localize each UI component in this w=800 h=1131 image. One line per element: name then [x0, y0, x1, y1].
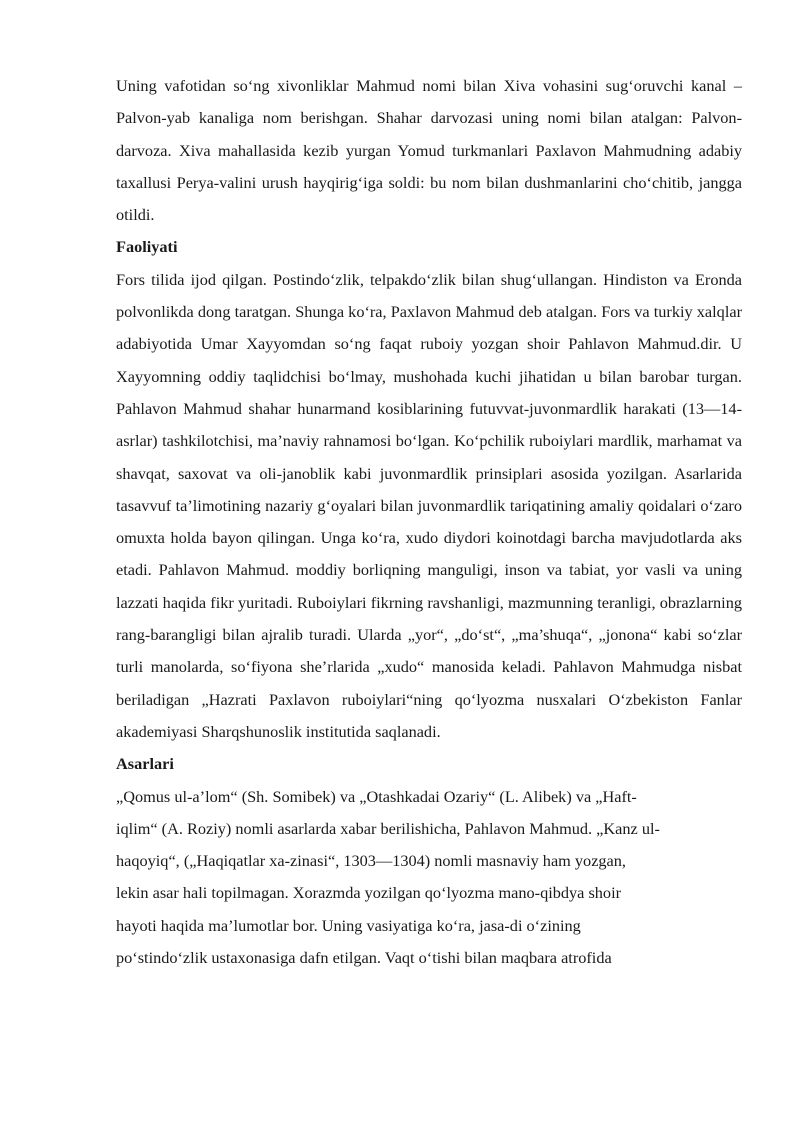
- document-page: [116, 70, 742, 974]
- asarlari-line: hayoti haqida ma’lumotlar bor. Uning vasiyatiga ko‘ra, jasa-di o‘zining: [116, 915, 581, 935]
- intro-paragraph: Uning vafotidan so‘ng xivonliklar Mahmud nomi bilan Xiva vohasini sug‘oruvchi kanal – Palvon-yab kanaliga nom berishgan. Shahar darvozasi uning nomi bilan atalgan: Palvon-darvoza. Xiva mahallasida kezib yurgan Yomud turkmanlari Paxlavon Mahmudning adabiy taxallusi Perya-valini urush hayqirig‘iga soldi: bu nom bilan dushmanlarini cho‘chitib, jangga otildi.: [116, 76, 742, 225]
- section-heading-faoliyati: Faoliyati: [116, 237, 178, 257]
- faoliyati-paragraph: Fors tilida ijod qilgan. Postindo‘zlik, telpakdo‘zlik bilan shug‘ullangan. Hindiston va Eronda polvonlikda dong taratgan. Shunga ko‘ra, Paxlavon Mahmud deb atalgan. Fors va turkiy xalqlar adabiyotida Umar Xayyomdan so‘ng faqat ruboiy yozgan shoir Pahlavon Mahmud.dir. U Xayyomning oddiy taqlidchisi bo‘lmay, mushohada kuchi jihatidan u bilan barobar turgan. Pahlavon Mahmud shahar hunarmand kosiblarining futuvvat-juvonmardlik harakati (13—14-asrlar) tashkilotchisi, ma’naviy rahnamosi bo‘lgan. Ko‘pchilik ruboiylari mardlik, marhamat va shavqat, saxovat va oli-janoblik kabi juvonmardlik prinsiplari asosida yozilgan. Asarlarida tasavvuf ta’limotining nazariy g‘oyalari bilan juvonmardlik tariqatining amaliy qoidalari o‘zaro omuxta holda bayon qilingan. Unga ko‘ra, xudo diydori koinotdagi barcha mavjudotlarda aks etadi. Pahlavon Mahmud. moddiy borliqning manguligi, inson va tabiat, yor vasli va uning lazzati haqida fikr yuritadi. Ruboiylari fikrning ravshanligi, mazmunning teranligi, obrazlarning rang-barangligi bilan ajralib turadi. Ularda „yor“, „do‘st“, „ma’shuqa“, „jonona“ kabi so‘zlar turli manolarda, so‘fiyona she’rlarida „xudo“ manosida keladi. Pahlavon Mahmudga nisbat beriladigan „Hazrati Paxlavon ruboiylari“ning qo‘lyozma nusxalari O‘zbekiston Fanlar akademiyasi Sharqshunoslik institutida saqlanadi.: [116, 269, 742, 741]
- asarlari-line: haqoyiq“, („Haqiqatlar xa-zinasi“, 1303—1304) nomli masnaviy ham yozgan,: [116, 851, 626, 871]
- asarlari-line: po‘stindo‘zlik ustaxonasiga dafn etilgan. Vaqt o‘tishi bilan maqbara atrofida: [116, 948, 612, 968]
- asarlari-line: iqlim“ (A. Roziy) nomli asarlarda xabar berilishicha, Pahlavon Mahmud. „Kanz ul-: [116, 818, 660, 838]
- asarlari-paragraph: [116, 781, 742, 975]
- asarlari-line: lekin asar hali topilmagan. Xorazmda yozilgan qo‘lyozma mano-qibdya shoir: [116, 883, 622, 903]
- asarlari-line: „Qomus ul-a’lom“ (Sh. Somibek) va „Otashkadai Ozariy“ (L. Alibek) va „Haft-: [116, 786, 637, 806]
- section-heading-asarlari: Asarlari: [116, 754, 174, 774]
